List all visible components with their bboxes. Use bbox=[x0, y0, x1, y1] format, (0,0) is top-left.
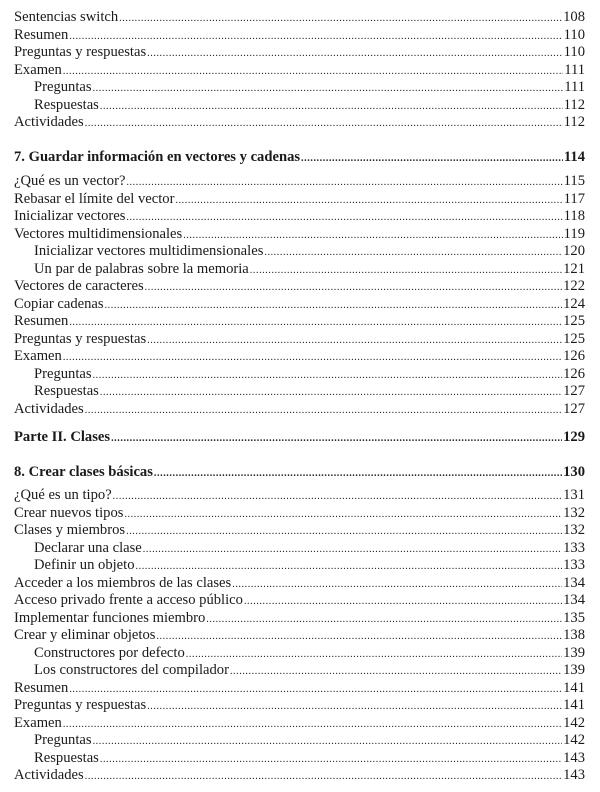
dot-leader bbox=[85, 402, 562, 420]
toc-entry-title: Resumen bbox=[14, 26, 69, 43]
toc-entry-page: 111 bbox=[564, 61, 585, 78]
dot-leader bbox=[69, 314, 562, 332]
toc-entry-page: 114 bbox=[563, 149, 585, 165]
toc-entry bbox=[14, 680, 585, 698]
toc-entry-title: Vectores de caracteres bbox=[14, 278, 144, 294]
toc-entry-title: Constructores por defecto bbox=[34, 644, 185, 661]
toc-entry bbox=[14, 767, 585, 785]
toc-entry bbox=[14, 208, 585, 226]
toc-entry bbox=[14, 540, 585, 558]
toc-entry bbox=[14, 697, 585, 715]
dot-leader bbox=[126, 209, 562, 227]
toc-entry bbox=[14, 296, 585, 314]
toc-entry-page: 110 bbox=[563, 26, 585, 43]
toc-entry-page: 133 bbox=[563, 539, 585, 556]
toc-entry bbox=[14, 505, 585, 523]
toc-entry-page: 131 bbox=[563, 487, 585, 503]
toc-entry bbox=[14, 331, 585, 349]
toc-entry-title: Resumen bbox=[14, 313, 69, 329]
toc-entry bbox=[14, 9, 585, 27]
toc-entry bbox=[14, 313, 585, 331]
toc-entry-title: Respuestas bbox=[34, 383, 99, 399]
dot-leader bbox=[85, 115, 563, 133]
toc-entry-title: Rebasar el límite del vector bbox=[14, 190, 175, 207]
toc-entry bbox=[14, 97, 585, 115]
toc-entry-page: 141 bbox=[563, 679, 585, 696]
dot-leader bbox=[183, 227, 562, 245]
dot-leader bbox=[105, 297, 563, 315]
toc-entry-title: Preguntas bbox=[34, 732, 92, 748]
toc-entry-title: Examen bbox=[14, 61, 62, 78]
toc-entry bbox=[14, 191, 585, 209]
dot-leader bbox=[264, 244, 562, 262]
dot-leader bbox=[244, 593, 562, 611]
toc-entry bbox=[14, 732, 585, 750]
toc-entry-page: 126 bbox=[563, 365, 585, 382]
toc-entry-title: Un par de palabras sobre la memoria bbox=[34, 260, 249, 277]
dot-leader bbox=[63, 716, 562, 734]
dot-leader bbox=[85, 768, 562, 786]
dot-leader bbox=[69, 681, 562, 699]
toc-entry bbox=[14, 662, 585, 680]
dot-leader bbox=[63, 63, 563, 81]
toc-entry-title: Respuestas bbox=[34, 749, 99, 766]
toc-entry bbox=[14, 715, 585, 733]
toc-entry-page: 127 bbox=[563, 400, 585, 417]
toc-entry-page: 111 bbox=[564, 79, 585, 95]
toc-entry-page: 132 bbox=[563, 522, 585, 538]
dot-leader bbox=[126, 523, 562, 541]
toc-entry-page: 110 bbox=[563, 44, 585, 60]
toc-entry-page: 130 bbox=[563, 464, 585, 480]
toc-chapter-heading bbox=[14, 464, 585, 482]
toc-entry-page: 117 bbox=[563, 190, 585, 207]
dot-leader bbox=[100, 751, 562, 769]
toc-entry bbox=[14, 149, 585, 167]
toc-entry-page: 142 bbox=[563, 732, 585, 748]
toc-entry-page: 124 bbox=[563, 295, 585, 312]
toc-entry-page: 125 bbox=[563, 313, 585, 329]
toc-entry-title: Actividades bbox=[14, 114, 84, 130]
toc-entry-title: Implementar funciones miembro bbox=[14, 609, 206, 626]
toc-entry-title: ¿Qué es un vector? bbox=[14, 173, 126, 189]
toc-entry bbox=[14, 79, 585, 97]
toc-entry bbox=[14, 62, 585, 80]
toc-entry-title: 8. Crear clases básicas bbox=[14, 464, 153, 480]
toc-entry bbox=[14, 610, 585, 628]
toc-entry bbox=[14, 383, 585, 401]
toc-entry-title: Inicializar vectores multidimensionales bbox=[34, 243, 264, 259]
toc-entry-page: 126 bbox=[563, 348, 585, 364]
toc-entry-page: 125 bbox=[563, 330, 585, 347]
toc-entry-title: 7. Guardar información en vectores y cadenas bbox=[14, 149, 301, 165]
dot-leader bbox=[124, 506, 562, 524]
toc-entry-title: Actividades bbox=[14, 767, 84, 783]
dot-leader bbox=[156, 628, 562, 646]
toc-entry bbox=[14, 261, 585, 279]
dot-leader bbox=[250, 262, 562, 280]
toc-entry-title: Copiar cadenas bbox=[14, 295, 104, 312]
toc-entry-title: Declarar una clase bbox=[34, 539, 142, 556]
dot-leader bbox=[126, 174, 562, 192]
toc-entry-title: ¿Qué es un tipo? bbox=[14, 487, 112, 503]
toc-entry-title: Clases y miembros bbox=[14, 522, 126, 538]
dot-leader bbox=[93, 80, 564, 98]
dot-leader bbox=[154, 465, 562, 483]
toc-entry-page: 119 bbox=[563, 225, 585, 242]
toc-entry-page: 142 bbox=[563, 714, 585, 731]
toc-entry-page: 134 bbox=[563, 574, 585, 591]
toc-entry-page: 112 bbox=[563, 114, 585, 130]
toc-entry-page: 141 bbox=[563, 697, 585, 713]
dot-leader bbox=[119, 10, 562, 28]
dot-leader bbox=[145, 279, 562, 297]
toc-entry-page: 118 bbox=[563, 208, 585, 224]
toc-entry-page: 112 bbox=[563, 96, 585, 113]
toc-entry bbox=[14, 592, 585, 610]
toc-entry bbox=[14, 348, 585, 366]
toc-entry-page: 129 bbox=[563, 429, 585, 445]
toc-entry-page: 139 bbox=[563, 662, 585, 678]
toc-entry-page: 138 bbox=[563, 627, 585, 643]
toc-entry-title: Preguntas y respuestas bbox=[14, 697, 147, 713]
toc-entry-page: 134 bbox=[563, 592, 585, 608]
toc-entry-page: 121 bbox=[563, 260, 585, 277]
toc-block bbox=[14, 9, 585, 132]
dot-leader bbox=[186, 646, 562, 664]
dot-leader bbox=[93, 367, 563, 385]
toc-entry bbox=[14, 366, 585, 384]
toc-entry-title: Acceso privado frente a acceso público bbox=[14, 592, 243, 608]
toc-entry bbox=[14, 27, 585, 45]
toc-block bbox=[14, 173, 585, 418]
toc-entry bbox=[14, 750, 585, 768]
toc-entry-page: 120 bbox=[563, 243, 585, 259]
toc-entry-title: Actividades bbox=[14, 400, 84, 417]
toc-entry-title: Preguntas bbox=[34, 365, 92, 382]
toc-entry-title: Definir un objeto bbox=[34, 557, 135, 573]
toc-entry-page: 143 bbox=[563, 767, 585, 783]
toc-entry-title: Preguntas y respuestas bbox=[14, 44, 147, 60]
toc-entry bbox=[14, 522, 585, 540]
toc-entry-title: Examen bbox=[14, 714, 62, 731]
dot-leader bbox=[111, 430, 562, 448]
toc-entry-page: 143 bbox=[563, 749, 585, 766]
toc-entry-title: Inicializar vectores bbox=[14, 208, 126, 224]
toc-entry bbox=[14, 557, 585, 575]
toc-entry bbox=[14, 429, 585, 447]
toc-entry-page: 139 bbox=[563, 644, 585, 661]
toc-entry-title: Examen bbox=[14, 348, 62, 364]
toc-entry-page: 127 bbox=[563, 383, 585, 399]
toc-part-heading bbox=[14, 429, 585, 447]
toc-entry-page: 135 bbox=[563, 609, 585, 626]
toc-entry-title: Resumen bbox=[14, 679, 69, 696]
toc-entry-page: 108 bbox=[563, 9, 585, 25]
toc-entry bbox=[14, 464, 585, 482]
dot-leader bbox=[147, 45, 563, 63]
toc-entry-title: Vectores multidimensionales bbox=[14, 225, 183, 242]
toc-entry-title: Preguntas bbox=[34, 79, 92, 95]
toc-chapter-heading bbox=[14, 149, 585, 167]
dot-leader bbox=[147, 698, 562, 716]
dot-leader bbox=[230, 663, 562, 681]
toc-entry bbox=[14, 401, 585, 419]
toc-entry bbox=[14, 645, 585, 663]
toc-entry bbox=[14, 226, 585, 244]
dot-leader bbox=[301, 150, 563, 168]
toc-entry-title: Preguntas y respuestas bbox=[14, 330, 147, 347]
toc-block bbox=[14, 487, 585, 785]
toc-entry-title: Sentencias switch bbox=[14, 9, 119, 25]
dot-leader bbox=[69, 28, 562, 46]
toc-entry bbox=[14, 114, 585, 132]
dot-leader bbox=[100, 98, 563, 116]
toc-entry-page: 133 bbox=[563, 557, 585, 573]
dot-leader bbox=[113, 488, 562, 506]
toc-entry-page: 122 bbox=[563, 278, 585, 294]
dot-leader bbox=[175, 192, 562, 210]
dot-leader bbox=[93, 733, 563, 751]
toc-entry bbox=[14, 44, 585, 62]
dot-leader bbox=[147, 332, 562, 350]
toc-entry-title: Los constructores del compilador bbox=[34, 662, 229, 678]
toc-entry-page: 132 bbox=[563, 504, 585, 521]
toc-entry bbox=[14, 243, 585, 261]
dot-leader bbox=[143, 541, 562, 559]
dot-leader bbox=[100, 384, 562, 402]
toc-entry-title: Acceder a los miembros de las clases bbox=[14, 574, 232, 591]
toc-entry bbox=[14, 278, 585, 296]
dot-leader bbox=[136, 558, 563, 576]
toc-entry-title: Crear nuevos tipos bbox=[14, 504, 124, 521]
toc-entry bbox=[14, 575, 585, 593]
toc-entry-title: Crear y eliminar objetos bbox=[14, 627, 156, 643]
dot-leader bbox=[63, 349, 562, 367]
toc-entry bbox=[14, 627, 585, 645]
toc-entry-page: 115 bbox=[563, 173, 585, 189]
toc-entry-title: Respuestas bbox=[34, 96, 99, 113]
dot-leader bbox=[206, 611, 562, 629]
toc-entry bbox=[14, 487, 585, 505]
dot-leader bbox=[232, 576, 562, 594]
toc-entry-title: Parte II. Clases bbox=[14, 429, 111, 445]
toc-entry bbox=[14, 173, 585, 191]
